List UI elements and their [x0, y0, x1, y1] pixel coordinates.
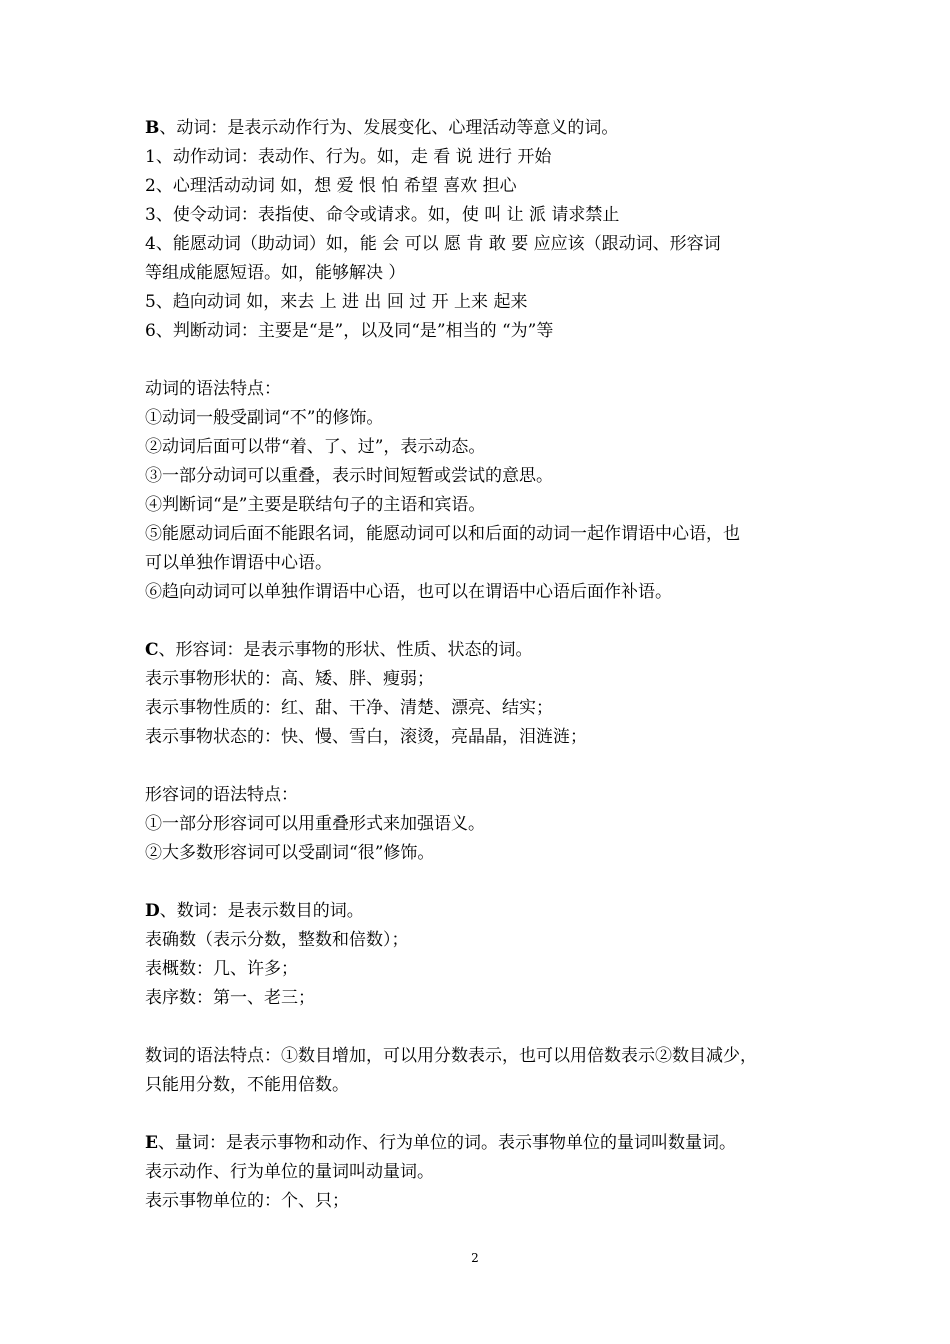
section-title: 、数词：是表示数目的词。	[159, 901, 364, 921]
measure-line: 表示事物单位的：个、只；	[145, 1191, 349, 1211]
adjective-grammar-line: ②大多数形容词可以受副词“很”修饰。	[145, 843, 435, 863]
numeral-grammar-line: 数词的语法特点：①数目增加，可以用分数表示，也可以用倍数表示②数目减少，	[145, 1046, 757, 1066]
verb-grammar-line: ②动词后面可以带“着、了、过”，表示动态。	[145, 437, 486, 457]
section-heading-numeral	[145, 897, 810, 926]
verb-line: 4、能愿动词（助动词）如，能 会 可以 愿 肯 敢 要 应应该（跟动词、形容词	[145, 234, 721, 254]
verb-grammar-line: ①动词一般受副词“不”的修饰。	[145, 408, 384, 428]
section-heading-verb	[145, 114, 810, 143]
verb-line: 3、使令动词：表指使、命令或请求。如，使 叫 让 派 请求禁止	[145, 205, 620, 225]
verb-grammar-title: 动词的语法特点：	[145, 379, 281, 399]
adjective-line: 表示事物状态的：快、慢、雪白，滚烫，亮晶晶，泪涟涟；	[145, 727, 587, 747]
section-letter: C	[145, 640, 159, 660]
adjective-line: 表示事物性质的：红、甜、干净、清楚、漂亮、结实；	[145, 698, 553, 718]
blank-line	[145, 1013, 810, 1042]
section-heading-measure	[145, 1129, 810, 1158]
verb-grammar-line: ⑥趋向动词可以单独作谓语中心语，也可以在谓语中心语后面作补语。	[145, 582, 672, 602]
section-letter: B	[145, 118, 160, 138]
verb-grammar-line: ⑤能愿动词后面不能跟名词，能愿动词可以和后面的动词一起作谓语中心语，也	[145, 524, 740, 544]
section-title: 、动词：是表示动作行为、发展变化、心理活动等意义的词。	[159, 118, 619, 138]
section-title: 、形容词：是表示事物的形状、性质、状态的词。	[158, 640, 533, 660]
blank-line	[145, 868, 810, 897]
verb-grammar-line: 可以单独作谓语中心语。	[145, 553, 332, 573]
measure-line: 表示动作、行为单位的量词叫动量词。	[145, 1162, 434, 1182]
adjective-grammar-line: ①一部分形容词可以用重叠形式来加强语义。	[145, 814, 485, 834]
verb-grammar-line: ③一部分动词可以重叠，表示时间短暂或尝试的意思。	[145, 466, 553, 486]
blank-line	[145, 346, 810, 375]
verb-grammar-line: ④判断词“是”主要是联结句子的主语和宾语。	[145, 495, 486, 515]
blank-line	[145, 607, 810, 636]
section-heading-adjective	[145, 636, 810, 665]
verb-line: 5、趋向动词 如，来去 上 进 出 回 过 开 上来 起来	[145, 292, 528, 312]
verb-line: 6、判断动词：主要是“是”，以及同“是”相当的 “为”等	[145, 321, 554, 341]
section-letter: D	[145, 901, 160, 921]
numeral-line: 表概数：几、许多；	[145, 959, 298, 979]
page-body	[145, 114, 810, 1216]
adjective-grammar-title: 形容词的语法特点：	[145, 785, 298, 805]
page-number: 2	[471, 1251, 479, 1265]
blank-line	[145, 752, 810, 781]
verb-line: 2、心理活动动词 如，想 爱 恨 怕 希望 喜欢 担心	[145, 176, 517, 196]
adjective-line: 表示事物形状的：高、矮、胖、瘦弱；	[145, 669, 434, 689]
numeral-line: 表确数（表示分数，整数和倍数）；	[145, 930, 409, 950]
numeral-grammar-line: 只能用分数，不能用倍数。	[145, 1075, 349, 1095]
section-letter: E	[145, 1133, 158, 1153]
verb-line: 1、动作动词：表动作、行为。如，走 看 说 进行 开始	[145, 147, 552, 167]
numeral-line: 表序数：第一、老三；	[145, 988, 315, 1008]
blank-line	[145, 1100, 810, 1129]
section-title: 、量词：是表示事物和动作、行为单位的词。表示事物单位的量词叫数量词。	[157, 1133, 736, 1153]
verb-line: 等组成能愿短语。如，能够解决 ）	[145, 263, 406, 283]
